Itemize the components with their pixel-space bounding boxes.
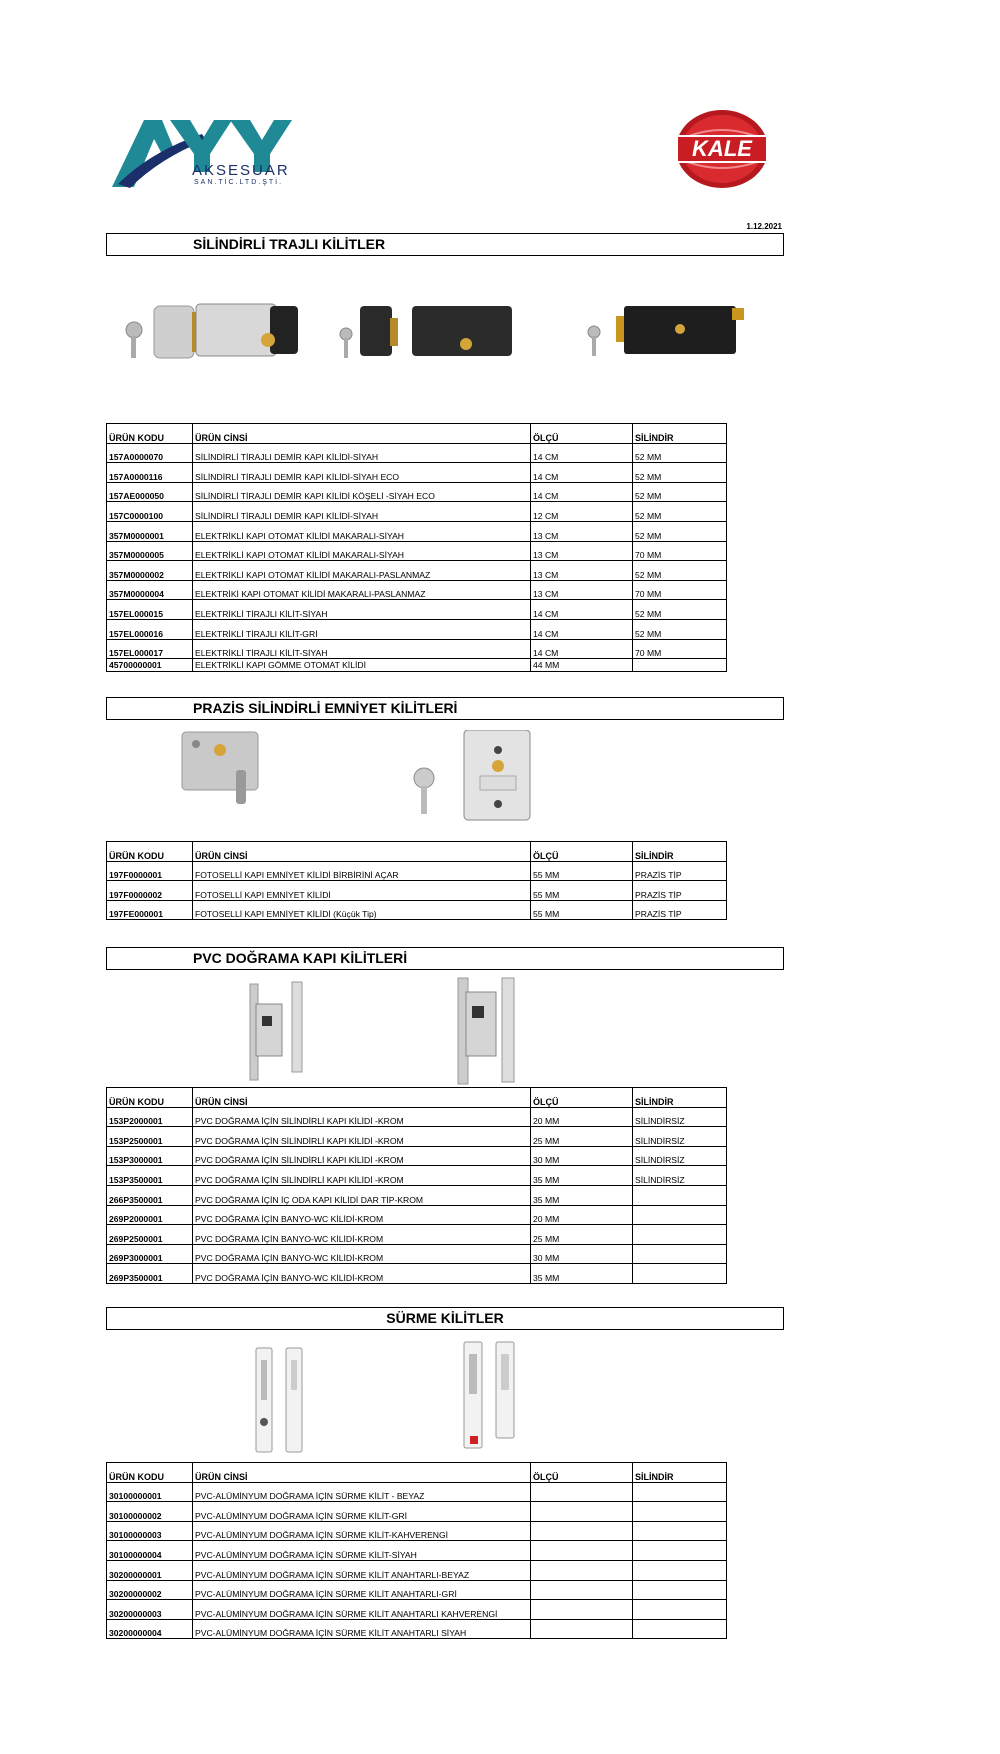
product-code: 30100000001: [107, 1482, 193, 1502]
product-cylinder: [633, 1205, 727, 1225]
table-row: [107, 861, 727, 881]
col-header-size: ÖLÇÜ: [531, 1088, 633, 1108]
product-code: 153P3000001: [107, 1146, 193, 1166]
product-name: ELEKTRİKLİ KAPI OTOMAT KİLİDİ MAKARALI-SİYAH: [193, 541, 531, 561]
product-name: PVC DOĞRAMA İÇİN SİLİNDİRLİ KAPI KİLİDİ -KROM: [193, 1166, 531, 1186]
product-code: 269P3000001: [107, 1244, 193, 1264]
table-row: [107, 1541, 727, 1561]
product-code: 153P3500001: [107, 1166, 193, 1186]
product-name: ELEKTRİKİ KAPI OTOMAT KİLİDİ MAKARALI-PASLANMAZ: [193, 580, 531, 600]
product-name: FOTOSELLİ KAPI EMNİYET KİLİDİ: [193, 881, 531, 901]
product-size: 14 CM: [531, 619, 633, 639]
table-row: [107, 1502, 727, 1522]
product-table-pvc-locks: [106, 1087, 727, 1284]
product-size: [531, 1482, 633, 1502]
lock-image-pvc-2: [458, 978, 514, 1084]
table-row: [107, 482, 727, 502]
col-header-cylinder: SİLİNDİR: [633, 424, 727, 444]
table-row: [107, 1244, 727, 1264]
product-size: 55 MM: [531, 881, 633, 901]
document-date: 1.12.2021: [746, 222, 782, 231]
product-size: 35 MM: [531, 1264, 633, 1284]
product-code: 30100000003: [107, 1521, 193, 1541]
product-name: PVC DOĞRAMA İÇİN İÇ ODA KAPI KİLİDİ DAR TİP-KROM: [193, 1185, 531, 1205]
product-size: [531, 1560, 633, 1580]
product-size: 14 CM: [531, 463, 633, 483]
product-cylinder: 70 MM: [633, 580, 727, 600]
product-cylinder: [633, 1244, 727, 1264]
lock-image-black: [340, 306, 512, 358]
product-name: PVC DOĞRAMA İÇİN BANYO-WC KİLİDİ-KROM: [193, 1225, 531, 1245]
logo-line2: SAN.TİC.LTD.ŞTİ.: [194, 179, 284, 186]
product-name: PVC-ALÜMİNYUM DOĞRAMA İÇİN SÜRME KİLİT-SİYAH: [193, 1541, 531, 1561]
product-code: 157EL000017: [107, 639, 193, 659]
product-code: 30200000003: [107, 1600, 193, 1620]
product-code: 30100000004: [107, 1541, 193, 1561]
section-title-text: SÜRME KİLİTLER: [386, 1310, 504, 1326]
product-cylinder: [633, 1560, 727, 1580]
table-row: [107, 463, 727, 483]
product-cylinder: SİLİNDİRSİZ: [633, 1107, 727, 1127]
product-cylinder: 52 MM: [633, 502, 727, 522]
product-cylinder: [633, 1619, 727, 1639]
col-header-product: ÜRÜN CİNSİ: [193, 842, 531, 862]
product-code: 45700000001: [107, 659, 193, 672]
product-code: 30200000001: [107, 1560, 193, 1580]
product-cylinder: [633, 1482, 727, 1502]
product-name: PVC DOĞRAMA İÇİN SİLİNDİRLİ KAPI KİLİDİ -KROM: [193, 1146, 531, 1166]
product-size: 14 CM: [531, 482, 633, 502]
product-code: 30200000002: [107, 1580, 193, 1600]
product-table-cylinder-locks: [106, 423, 727, 672]
lock-image-prazis-large: [414, 730, 530, 820]
product-code: 157EL000015: [107, 600, 193, 620]
table-row: [107, 1166, 727, 1186]
lock-image-prazis-small: [182, 732, 258, 804]
product-cylinder: SİLİNDİRSİZ: [633, 1166, 727, 1186]
product-name: PVC DOĞRAMA İÇİN BANYO-WC KİLİDİ-KROM: [193, 1244, 531, 1264]
product-name: PVC-ALÜMİNYUM DOĞRAMA İÇİN SÜRME KİLİT ANAHTARLI KAHVERENGİ: [193, 1600, 531, 1620]
product-code: 269P2500001: [107, 1225, 193, 1245]
product-code: 357M0000004: [107, 580, 193, 600]
product-name: FOTOSELLİ KAPI EMNİYET KİLİDİ BİRBİRİNİ AÇAR: [193, 861, 531, 881]
product-name: PVC-ALÜMİNYUM DOĞRAMA İÇİN SÜRME KİLİT - BEYAZ: [193, 1482, 531, 1502]
col-header-product: ÜRÜN CİNSİ: [193, 424, 531, 444]
product-code: 357M0000001: [107, 521, 193, 541]
col-header-product: ÜRÜN CİNSİ: [193, 1463, 531, 1483]
product-size: 30 MM: [531, 1146, 633, 1166]
product-cylinder: [633, 1185, 727, 1205]
product-table-prazis-locks: [106, 841, 727, 920]
product-size: 14 CM: [531, 443, 633, 463]
product-cylinder: [633, 1521, 727, 1541]
lock-image-sliding-1: [256, 1348, 302, 1452]
product-size: 30 MM: [531, 1244, 633, 1264]
product-cylinder: 52 MM: [633, 482, 727, 502]
product-cylinder: 52 MM: [633, 463, 727, 483]
product-size: [531, 1521, 633, 1541]
product-cylinder: 52 MM: [633, 600, 727, 620]
col-header-product: ÜRÜN CİNSİ: [193, 1088, 531, 1108]
product-cylinder: 52 MM: [633, 443, 727, 463]
aay-aksesuar-logo: [110, 112, 300, 192]
product-table-sliding-locks: [106, 1462, 727, 1639]
table-row: [107, 1264, 727, 1284]
product-size: 25 MM: [531, 1225, 633, 1245]
product-size: [531, 1600, 633, 1620]
product-cylinder: 70 MM: [633, 639, 727, 659]
product-name: PVC-ALÜMİNYUM DOĞRAMA İÇİN SÜRME KİLİT ANAHTARLI SİYAH: [193, 1619, 531, 1639]
product-name: ELEKTRİKLİ TİRAJLI KİLİT-SİYAH: [193, 600, 531, 620]
table-row: [107, 1185, 727, 1205]
product-code: 157AE000050: [107, 482, 193, 502]
prazis-lock-product-images: [176, 730, 556, 826]
product-size: [531, 1541, 633, 1561]
col-header-size: ÖLÇÜ: [531, 1463, 633, 1483]
product-code: 266P3500001: [107, 1185, 193, 1205]
table-row: [107, 619, 727, 639]
product-code: 197F0000001: [107, 861, 193, 881]
table-row: [107, 1205, 727, 1225]
table-row: [107, 580, 727, 600]
col-header-code: ÜRÜN KODU: [107, 842, 193, 862]
product-code: 357M0000002: [107, 561, 193, 581]
sliding-lock-product-images: [240, 1340, 530, 1460]
lock-image-chrome: [126, 304, 298, 358]
lock-image-rim: [588, 306, 744, 356]
table-row: [107, 881, 727, 901]
lock-image-pvc-1: [250, 982, 302, 1080]
product-name: ELEKTRİKLİ KAPI OTOMAT KİLİDİ MAKARALI-PASLANMAZ: [193, 561, 531, 581]
section-title-text: PVC DOĞRAMA KAPI KİLİTLERİ: [193, 950, 408, 966]
product-code: 197FE000001: [107, 900, 193, 920]
product-size: 12 CM: [531, 502, 633, 522]
kale-logo: [672, 108, 772, 190]
product-code: 157A0000070: [107, 443, 193, 463]
col-header-code: ÜRÜN KODU: [107, 1463, 193, 1483]
product-name: PVC DOĞRAMA İÇİN BANYO-WC KİLİDİ-KROM: [193, 1264, 531, 1284]
product-name: PVC DOĞRAMA İÇİN SİLİNDİRLİ KAPI KİLİDİ -KROM: [193, 1107, 531, 1127]
product-cylinder: PRAZİS TİP: [633, 861, 727, 881]
table-row: [107, 561, 727, 581]
product-name: FOTOSELLİ KAPI EMNİYET KİLİDİ (Küçük Tip): [193, 900, 531, 920]
product-size: 55 MM: [531, 861, 633, 881]
table-row: [107, 1619, 727, 1639]
col-header-cylinder: SİLİNDİR: [633, 842, 727, 862]
product-cylinder: [633, 1225, 727, 1245]
table-row: [107, 521, 727, 541]
product-size: 55 MM: [531, 900, 633, 920]
product-name: ELEKTRİKLİ TİRAJLI KİLİT-GRİ: [193, 619, 531, 639]
cylinder-lock-product-images: [120, 292, 760, 372]
product-size: 44 MM: [531, 659, 633, 672]
product-size: 14 CM: [531, 600, 633, 620]
product-size: 20 MM: [531, 1205, 633, 1225]
product-code: 357M0000005: [107, 541, 193, 561]
table-row: [107, 541, 727, 561]
product-cylinder: [633, 1541, 727, 1561]
product-cylinder: 52 MM: [633, 521, 727, 541]
product-cylinder: [633, 1502, 727, 1522]
product-name: PVC-ALÜMİNYUM DOĞRAMA İÇİN SÜRME KİLİT ANAHTARLI-BEYAZ: [193, 1560, 531, 1580]
product-size: [531, 1502, 633, 1522]
product-name: SİLİNDİRLİ TİRAJLI DEMİR KAPI KİLİDİ-SİYAH: [193, 443, 531, 463]
table-row: [107, 502, 727, 522]
product-name: ELEKTRİKLİ KAPI OTOMAT KİLİDİ MAKARALI-SİYAH: [193, 521, 531, 541]
table-row: [107, 1600, 727, 1620]
col-header-cylinder: SİLİNDİR: [633, 1463, 727, 1483]
table-row: [107, 1225, 727, 1245]
product-cylinder: 70 MM: [633, 541, 727, 561]
product-size: 14 CM: [531, 639, 633, 659]
product-size: 13 CM: [531, 561, 633, 581]
product-code: 30100000002: [107, 1502, 193, 1522]
product-cylinder: [633, 1600, 727, 1620]
col-header-size: ÖLÇÜ: [531, 424, 633, 444]
product-size: 20 MM: [531, 1107, 633, 1127]
section-title-prazis-locks: [106, 697, 784, 720]
product-name: SİLİNDİRLİ TİRAJLI DEMİR KAPI KİLİDİ KÖŞELİ -SİYAH ECO: [193, 482, 531, 502]
table-row: [107, 900, 727, 920]
product-size: 25 MM: [531, 1127, 633, 1147]
product-cylinder: SİLİNDİRSİZ: [633, 1127, 727, 1147]
lock-image-sliding-2: [464, 1342, 514, 1448]
product-code: 157EL000016: [107, 619, 193, 639]
table-row: [107, 639, 727, 659]
logo-line1: AKSESUAR: [192, 162, 290, 179]
col-header-cylinder: SİLİNDİR: [633, 1088, 727, 1108]
col-header-size: ÖLÇÜ: [531, 842, 633, 862]
table-row: [107, 1107, 727, 1127]
product-name: PVC DOĞRAMA İÇİN BANYO-WC KİLİDİ-KROM: [193, 1205, 531, 1225]
product-cylinder: [633, 659, 727, 672]
product-size: [531, 1619, 633, 1639]
table-row: [107, 1146, 727, 1166]
product-code: 269P2000001: [107, 1205, 193, 1225]
product-size: 13 CM: [531, 541, 633, 561]
product-cylinder: PRAZİS TİP: [633, 900, 727, 920]
product-size: [531, 1580, 633, 1600]
table-row: [107, 443, 727, 463]
product-code: 153P2000001: [107, 1107, 193, 1127]
product-cylinder: 52 MM: [633, 561, 727, 581]
col-header-code: ÜRÜN KODU: [107, 1088, 193, 1108]
section-title-text: PRAZİS SİLİNDİRLİ EMNİYET KİLİTLERİ: [193, 700, 458, 716]
product-name: PVC DOĞRAMA İÇİN SİLİNDİRLİ KAPI KİLİDİ -KROM: [193, 1127, 531, 1147]
product-name: PVC-ALÜMİNYUM DOĞRAMA İÇİN SÜRME KİLİT-KAHVERENGİ: [193, 1521, 531, 1541]
product-code: 269P3500001: [107, 1264, 193, 1284]
table-row: [107, 1560, 727, 1580]
kale-logo-text: KALE: [692, 136, 752, 161]
product-size: 35 MM: [531, 1185, 633, 1205]
product-name: PVC-ALÜMİNYUM DOĞRAMA İÇİN SÜRME KİLİT-GRİ: [193, 1502, 531, 1522]
table-row: [107, 1482, 727, 1502]
section-title-sliding-locks: [106, 1307, 784, 1330]
col-header-code: ÜRÜN KODU: [107, 424, 193, 444]
product-cylinder: 52 MM: [633, 619, 727, 639]
product-size: 13 CM: [531, 580, 633, 600]
product-name: SİLİNDİRLİ TİRAJLI DEMİR KAPI KİLİDİ-SİYAH: [193, 502, 531, 522]
product-cylinder: [633, 1580, 727, 1600]
product-code: 157C0000100: [107, 502, 193, 522]
product-cylinder: SİLİNDİRSİZ: [633, 1146, 727, 1166]
table-row: [107, 659, 727, 672]
product-cylinder: [633, 1264, 727, 1284]
section-title-text: SİLİNDİRLİ TRAJLI KİLİTLER: [193, 236, 386, 252]
product-name: PVC-ALÜMİNYUM DOĞRAMA İÇİN SÜRME KİLİT ANAHTARLI-GRİ: [193, 1580, 531, 1600]
product-code: 153P2500001: [107, 1127, 193, 1147]
product-cylinder: PRAZİS TİP: [633, 881, 727, 901]
table-row: [107, 1580, 727, 1600]
product-name: SİLİNDİRLİ TİRAJLI DEMİR KAPI KİLİDİ-SİYAH ECO: [193, 463, 531, 483]
section-title-cylinder-locks: [106, 233, 784, 256]
section-title-pvc-locks: [106, 947, 784, 970]
product-name: ELEKTRİKLİ TİRAJLI KİLİT-SİYAH: [193, 639, 531, 659]
product-size: 13 CM: [531, 521, 633, 541]
product-name: ELEKTRİKLİ KAPI GÖMME OTOMAT KİLİDİ: [193, 659, 531, 672]
pvc-lock-product-images: [240, 976, 520, 1088]
table-row: [107, 1521, 727, 1541]
product-size: 35 MM: [531, 1166, 633, 1186]
product-code: 157A0000116: [107, 463, 193, 483]
product-code: 197F0000002: [107, 881, 193, 901]
table-row: [107, 600, 727, 620]
product-code: 30200000004: [107, 1619, 193, 1639]
table-row: [107, 1127, 727, 1147]
